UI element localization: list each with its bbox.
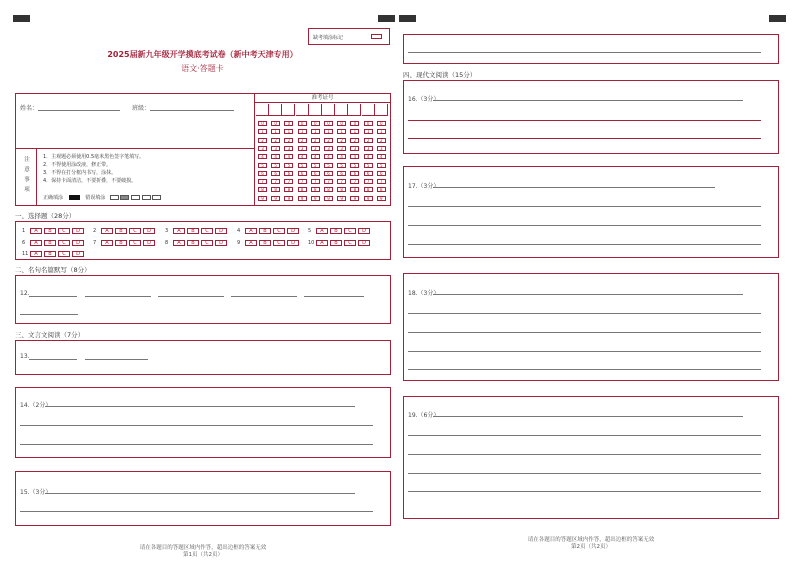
ticket-bubble[interactable]: 2 [258, 138, 267, 143]
choice-question [165, 227, 229, 234]
ticket-bubble[interactable]: 5 [258, 163, 267, 168]
choice-question [22, 250, 86, 257]
ticket-bubble[interactable]: 9 [364, 196, 373, 201]
q18-line[interactable] [408, 369, 761, 370]
ticket-bubble[interactable]: 9 [298, 196, 307, 201]
ticket-bubble[interactable]: 4 [284, 154, 293, 159]
q16-box [403, 80, 779, 154]
choice-bubble-d[interactable]: D [287, 240, 299, 246]
choice-bubble-b[interactable]: B [259, 228, 271, 234]
ticket-bubble[interactable]: 7 [311, 179, 320, 184]
q13-blank[interactable] [85, 359, 148, 360]
ticket-bubble[interactable]: 5 [324, 163, 333, 168]
q12-box [15, 275, 391, 324]
notice-list: 1．主观题必须使用0.5毫米黑色签字笔填写。 2．不得使用涂改液，修正带。 3．不得在打分框内书写，涂抹。 4．保持卡面清洁，不要折叠，不要破损。 [43, 154, 145, 184]
ticket-bubble[interactable]: 9 [337, 196, 346, 201]
ticket-bubble[interactable]: 7 [364, 179, 373, 184]
ticket-bubble[interactable]: 3 [377, 146, 386, 151]
choice-question [237, 227, 301, 234]
ticket-bubble[interactable]: 6 [284, 171, 293, 176]
ticket-bubble[interactable]: 4 [258, 154, 267, 159]
ticket-bubble[interactable]: 8 [284, 187, 293, 192]
ticket-bubble[interactable]: 6 [377, 171, 386, 176]
ticket-bubble[interactable]: 6 [364, 171, 373, 176]
choice-question [22, 227, 86, 234]
ticket-bubble[interactable]: 3 [298, 146, 307, 151]
registration-mark [769, 15, 786, 22]
ticket-bubble[interactable]: 5 [337, 163, 346, 168]
q14-line[interactable] [20, 444, 373, 445]
q17-line[interactable] [408, 206, 761, 207]
q13-label: 13. [20, 353, 30, 360]
q12-blank[interactable] [29, 296, 77, 297]
choice-bubble-b[interactable]: B [44, 228, 56, 234]
choice-bubble-b[interactable]: B [44, 251, 56, 257]
ticket-digit-input[interactable] [309, 104, 322, 116]
ticket-bubble[interactable]: 7 [324, 179, 333, 184]
choice-question [93, 239, 157, 246]
q12-blank[interactable] [85, 296, 151, 297]
ticket-bubble[interactable]: 0 [271, 121, 280, 126]
ticket-bubble[interactable]: 1 [364, 129, 373, 134]
choice-number: 3 [165, 227, 169, 234]
choice-bubble-c[interactable]: C [58, 251, 70, 257]
name-label: 姓名： [20, 105, 39, 112]
registration-mark [399, 15, 416, 22]
ticket-bubble[interactable]: 6 [258, 171, 267, 176]
ticket-bubble[interactable]: 0 [377, 121, 386, 126]
ticket-bubble[interactable]: 1 [350, 129, 359, 134]
ticket-bubble[interactable]: 2 [324, 138, 333, 143]
ticket-bubble[interactable]: 0 [364, 121, 373, 126]
section-modern-title: 四、现代文阅读（15分） [403, 71, 477, 79]
choice-number: 7 [93, 239, 97, 246]
ticket-bubble[interactable]: 0 [258, 121, 267, 126]
footer-warning-left: 请在各题目的答题区域内作答，超出边框的答案无效 [139, 545, 267, 551]
choice-bubble-c[interactable]: C [273, 240, 285, 246]
ticket-bubble[interactable]: 4 [377, 154, 386, 159]
ticket-bubble[interactable]: 7 [377, 179, 386, 184]
ticket-bubble[interactable]: 7 [298, 179, 307, 184]
ticket-bubble[interactable]: 6 [350, 171, 359, 176]
q16-line[interactable] [433, 100, 743, 101]
q19-line[interactable] [408, 473, 761, 474]
ticket-digit-input[interactable] [322, 104, 335, 116]
q14-line[interactable] [20, 425, 373, 426]
ticket-bubble[interactable]: 6 [324, 171, 333, 176]
ticket-bubble[interactable]: 3 [324, 146, 333, 151]
ticket-bubble[interactable]: 4 [337, 154, 346, 159]
choice-bubble-d[interactable]: D [215, 228, 227, 234]
choice-bubble-c[interactable]: C [273, 228, 285, 234]
ticket-bubble[interactable]: 6 [298, 171, 307, 176]
q18-box [403, 273, 779, 381]
choice-number: 6 [22, 239, 26, 246]
choice-bubble-d[interactable]: D [358, 228, 370, 234]
choice-number: 9 [237, 239, 241, 246]
registration-mark [378, 15, 395, 22]
ticket-bubble[interactable]: 2 [377, 138, 386, 143]
ticket-bubble[interactable]: 1 [377, 129, 386, 134]
choice-bubble-d[interactable]: D [215, 240, 227, 246]
ticket-bubble[interactable]: 4 [364, 154, 373, 159]
choice-bubble-d[interactable]: D [143, 240, 155, 246]
ticket-bubble[interactable]: 9 [350, 196, 359, 201]
ticket-bubble[interactable]: 8 [377, 187, 386, 192]
q13-box [15, 340, 391, 375]
absent-mark-label: 缺考填涂标记 [313, 35, 344, 41]
ticket-bubble[interactable]: 0 [350, 121, 359, 126]
ticket-bubble[interactable]: 3 [364, 146, 373, 151]
ticket-bubble[interactable]: 3 [311, 146, 320, 151]
choice-bubble-a[interactable]: A [173, 240, 185, 246]
ticket-bubble[interactable]: 2 [364, 138, 373, 143]
choice-number: 1 [22, 227, 26, 234]
choice-bubble-c[interactable]: C [344, 240, 356, 246]
q17-line[interactable] [408, 225, 761, 226]
choice-number: 4 [237, 227, 241, 234]
choice-question [237, 239, 301, 246]
ticket-bubble[interactable]: 4 [298, 154, 307, 159]
ticket-bubble[interactable]: 3 [258, 146, 267, 151]
choice-number: 11 [22, 250, 29, 257]
ticket-bubble[interactable]: 3 [271, 146, 280, 151]
choice-bubble-d[interactable]: D [358, 240, 370, 246]
ticket-bubble[interactable]: 0 [337, 121, 346, 126]
ticket-bubble[interactable]: 5 [364, 163, 373, 168]
ticket-bubble[interactable]: 7 [284, 179, 293, 184]
ticket-digit-input[interactable] [296, 104, 309, 116]
choice-bubble-a[interactable]: A [245, 240, 257, 246]
q16-label: 16.（3分） [408, 96, 440, 103]
class-field[interactable] [150, 110, 234, 111]
q18-label: 18.（3分） [408, 290, 440, 297]
ticket-bubble[interactable]: 0 [298, 121, 307, 126]
ticket-bubble[interactable]: 0 [311, 121, 320, 126]
page-title: 2025届新九年级开学摸底考试卷（新中考天津专用） [107, 50, 298, 59]
choice-question [93, 227, 157, 234]
choice-bubble-a[interactable]: A [316, 228, 328, 234]
choice-bubble-b[interactable]: B [44, 240, 56, 246]
section-classical-title: 三、文言文阅读（7分） [15, 331, 85, 339]
ticket-bubble[interactable]: 6 [337, 171, 346, 176]
choice-bubble-a[interactable]: A [245, 228, 257, 234]
q12-blank[interactable] [158, 296, 224, 297]
ticket-bubble[interactable]: 4 [324, 154, 333, 159]
choice-bubble-b[interactable]: B [330, 228, 342, 234]
choice-question [22, 239, 86, 246]
page-number-left: 第1页（共2页） [183, 552, 223, 558]
q19-line[interactable] [433, 416, 743, 417]
choice-bubble-a[interactable]: A [101, 240, 113, 246]
ticket-bubble[interactable]: 9 [271, 196, 280, 201]
choice-bubble-c[interactable]: C [201, 228, 213, 234]
choice-bubble-c[interactable]: C [58, 240, 70, 246]
ticket-bubble[interactable]: 8 [311, 187, 320, 192]
ticket-bubble[interactable]: 9 [324, 196, 333, 201]
choice-bubble-a[interactable]: A [30, 240, 42, 246]
ticket-bubble[interactable]: 7 [350, 179, 359, 184]
absent-mark-checkbox[interactable] [371, 34, 382, 39]
ticket-bubble[interactable]: 7 [258, 179, 267, 184]
ticket-bubble[interactable]: 5 [298, 163, 307, 168]
ticket-bubble[interactable]: 7 [271, 179, 280, 184]
choice-number: 5 [308, 227, 312, 234]
ticket-digit-input[interactable] [256, 104, 269, 116]
ticket-bubble[interactable]: 1 [258, 129, 267, 134]
ticket-bubble[interactable]: 5 [271, 163, 280, 168]
choice-number: 2 [93, 227, 97, 234]
ticket-digit-input[interactable] [348, 104, 361, 116]
q14-label: 14.（2分） [20, 402, 52, 409]
ticket-bubble[interactable]: 6 [311, 171, 320, 176]
notice-label: 注 意 事 项 [24, 157, 30, 193]
q18-line[interactable] [408, 351, 761, 352]
choice-bubble-b[interactable]: B [187, 240, 199, 246]
ticket-bubble[interactable]: 2 [284, 138, 293, 143]
absent-mark-box [308, 28, 390, 45]
ticket-bubble[interactable]: 7 [337, 179, 346, 184]
continued-line[interactable] [408, 52, 761, 53]
q15-label: 15.（3分） [20, 489, 52, 496]
q19-line[interactable] [408, 435, 761, 436]
choice-number: 8 [165, 239, 169, 246]
q19-box [403, 396, 779, 519]
ticket-bubble[interactable]: 5 [377, 163, 386, 168]
q15-line[interactable] [45, 493, 355, 494]
choice-bubble-a[interactable]: A [173, 228, 185, 234]
ticket-label: 准考证号 [254, 93, 391, 103]
ticket-bubble[interactable]: 1 [337, 129, 346, 134]
choice-bubble-d[interactable]: D [287, 228, 299, 234]
ticket-bubble[interactable]: 8 [271, 187, 280, 192]
choice-bubble-d[interactable]: D [143, 228, 155, 234]
q13-blank[interactable] [29, 359, 77, 360]
q19-label: 19.（6分） [408, 412, 440, 419]
ticket-bubble[interactable]: 1 [311, 129, 320, 134]
ticket-digit-input[interactable] [375, 104, 388, 116]
section-choice-title: 一、选择题（28分） [15, 212, 76, 220]
ticket-bubble[interactable]: 8 [298, 187, 307, 192]
page-number-right: 第2页（共2页） [571, 544, 611, 550]
ticket-bubble[interactable]: 2 [337, 138, 346, 143]
ticket-bubble[interactable]: 1 [324, 129, 333, 134]
q19-line[interactable] [408, 491, 761, 492]
q14-box [15, 387, 391, 458]
registration-mark [13, 15, 30, 22]
ticket-bubble[interactable]: 9 [258, 196, 267, 201]
q17-label: 17.（3分） [408, 183, 440, 190]
q16-line[interactable] [408, 138, 761, 139]
choice-bubble-a[interactable]: A [30, 251, 42, 257]
choice-bubble-c[interactable]: C [129, 228, 141, 234]
choice-bubble-d[interactable]: D [72, 251, 84, 257]
q15-line[interactable] [20, 511, 373, 512]
q18-line[interactable] [408, 332, 761, 333]
choice-question [308, 227, 372, 234]
choice-bubble-b[interactable]: B [259, 240, 271, 246]
ticket-bubble[interactable]: 2 [298, 138, 307, 143]
choice-question [308, 239, 372, 246]
q12-label: 12. [20, 290, 30, 297]
choice-bubble-a[interactable]: A [316, 240, 328, 246]
fill-legend: 正确填涂 错误填涂 [43, 194, 161, 201]
q17-line[interactable] [433, 187, 715, 188]
ticket-bubble[interactable]: 5 [311, 163, 320, 168]
ticket-bubble[interactable]: 2 [350, 138, 359, 143]
ticket-bubble[interactable]: 3 [337, 146, 346, 151]
ticket-bubble[interactable]: 1 [298, 129, 307, 134]
choice-bubble-b[interactable]: B [187, 228, 199, 234]
ticket-bubble[interactable]: 8 [337, 187, 346, 192]
q12-blank[interactable] [20, 314, 78, 315]
ticket-bubble[interactable]: 8 [364, 187, 373, 192]
ticket-digit-input[interactable] [282, 104, 295, 116]
choice-bubble-b[interactable]: B [115, 240, 127, 246]
ticket-digit-input[interactable] [362, 104, 375, 116]
choice-bubble-d[interactable]: D [72, 240, 84, 246]
choice-question [165, 239, 229, 246]
choice-bubble-c[interactable]: C [58, 228, 70, 234]
ticket-bubble[interactable]: 2 [311, 138, 320, 143]
choice-bubble-c[interactable]: C [201, 240, 213, 246]
ticket-bubble[interactable]: 1 [271, 129, 280, 134]
name-field[interactable] [38, 110, 120, 111]
choice-number: 10 [308, 239, 315, 246]
q12-blank[interactable] [304, 296, 364, 297]
ticket-digit-input[interactable] [335, 104, 348, 116]
ticket-bubble[interactable]: 9 [377, 196, 386, 201]
q18-line[interactable] [433, 294, 743, 295]
ticket-bubble[interactable]: 3 [350, 146, 359, 151]
ticket-bubble[interactable]: 6 [271, 171, 280, 176]
choice-bubble-b[interactable]: B [115, 228, 127, 234]
ticket-bubble[interactable]: 9 [311, 196, 320, 201]
q18-line[interactable] [408, 313, 761, 314]
ticket-bubble[interactable]: 3 [284, 146, 293, 151]
ticket-bubble[interactable]: 5 [350, 163, 359, 168]
choice-bubble-d[interactable]: D [72, 228, 84, 234]
ticket-bubble[interactable]: 8 [324, 187, 333, 192]
q17-line[interactable] [408, 244, 761, 245]
ticket-bubble[interactable]: 0 [324, 121, 333, 126]
ticket-bubble[interactable]: 0 [284, 121, 293, 126]
q16-line[interactable] [408, 120, 761, 121]
ticket-digit-input[interactable] [269, 104, 282, 116]
q14-line[interactable] [45, 406, 355, 407]
ticket-bubble[interactable]: 9 [284, 196, 293, 201]
q19-line[interactable] [408, 454, 761, 455]
footer-warning-right: 请在各题目的答题区域内作答，超出边框的答案无效 [527, 537, 655, 543]
ticket-bubble[interactable]: 5 [284, 163, 293, 168]
ticket-bubble[interactable]: 8 [350, 187, 359, 192]
ticket-bubble[interactable]: 8 [258, 187, 267, 192]
section-recite-title: 二、名句名篇默写（8分） [15, 266, 91, 274]
choice-bubble-c[interactable]: C [129, 240, 141, 246]
page-subtitle: 语文·答题卡 [181, 64, 224, 73]
class-label: 班级： [132, 105, 151, 112]
choice-bubble-c[interactable]: C [344, 228, 356, 234]
choice-bubble-a[interactable]: A [30, 228, 42, 234]
choice-bubble-a[interactable]: A [101, 228, 113, 234]
choice-bubble-b[interactable]: B [330, 240, 342, 246]
ticket-bubble[interactable]: 2 [271, 138, 280, 143]
ticket-bubble[interactable]: 4 [311, 154, 320, 159]
ticket-bubble[interactable]: 4 [350, 154, 359, 159]
ticket-bubble[interactable]: 1 [284, 129, 293, 134]
q15-box [15, 471, 391, 526]
q12-blank[interactable] [231, 296, 297, 297]
continued-box [403, 34, 779, 64]
ticket-bubble[interactable]: 4 [271, 154, 280, 159]
